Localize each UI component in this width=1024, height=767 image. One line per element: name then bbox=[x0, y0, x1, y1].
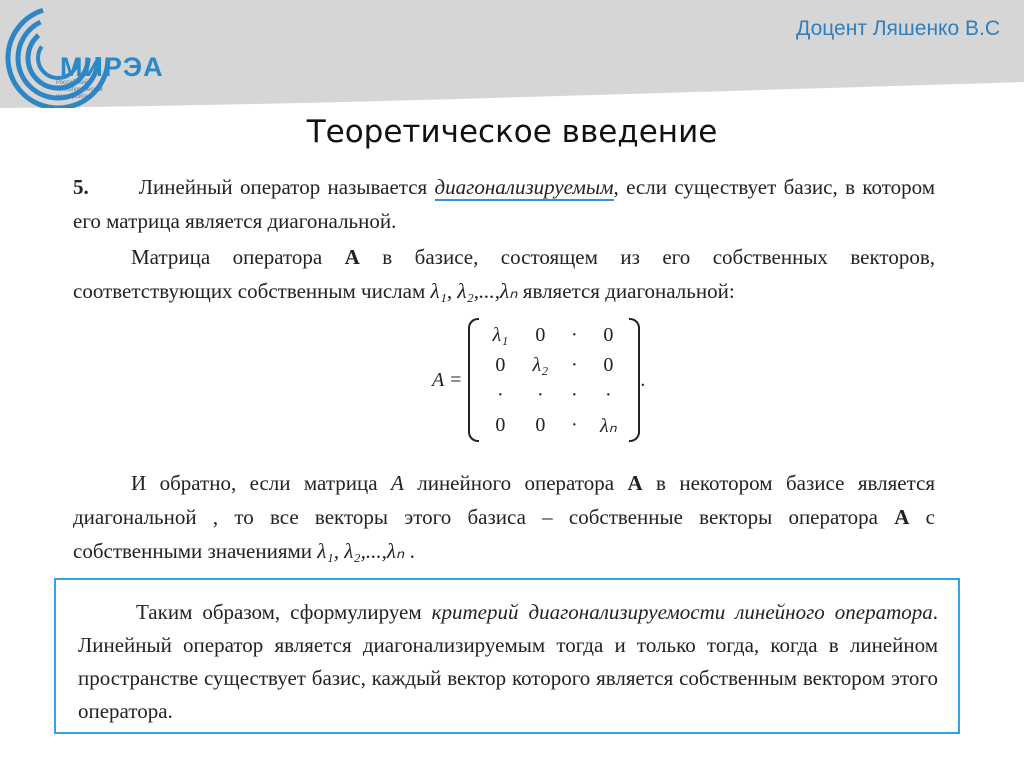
logo-text: МИРЭА bbox=[60, 52, 164, 82]
page-title: Теоретическое введение bbox=[306, 114, 718, 150]
text-fragment: линейного оператора bbox=[403, 471, 628, 495]
text-fragment: Матрица оператора bbox=[131, 245, 345, 269]
matrix-cell: · bbox=[571, 383, 578, 406]
text-fragment: , если существует базис, в котором его матрица является диагональной. bbox=[73, 175, 935, 233]
matrix-cell: 0 bbox=[603, 323, 614, 346]
matrix-lhs: A = bbox=[432, 368, 463, 391]
text-fragment: в некотором базисе является диагональной , то все векторы этого базиса – собственные векторы оператора bbox=[73, 471, 935, 529]
eigenvalues: λ₁, λ₂,...,λₙ bbox=[317, 539, 405, 563]
paragraph-matrix bbox=[73, 240, 935, 308]
text-fragment: Таким образом, сформулируем bbox=[136, 600, 432, 624]
matrix-cell: 0 bbox=[603, 353, 614, 376]
text-fragment: с собственными значениями bbox=[73, 505, 935, 563]
item-number: 5. bbox=[73, 175, 89, 199]
matrix-cell: 0 bbox=[535, 413, 546, 436]
matrix-cell: 0 bbox=[495, 413, 506, 436]
matrix-cell: · bbox=[497, 383, 504, 406]
operator-symbol: A bbox=[627, 471, 643, 495]
header-bar bbox=[0, 0, 1024, 108]
matrix-symbol: A bbox=[390, 471, 404, 495]
matrix-cell: 0 bbox=[495, 353, 506, 376]
text-fragment: Линейный оператор называется bbox=[138, 175, 435, 199]
text-fragment: И обратно, если матрица bbox=[131, 471, 391, 495]
matrix-cell: 0 bbox=[535, 323, 546, 346]
matrix-cell: λ₁ bbox=[492, 323, 509, 346]
mirea-logo bbox=[0, 0, 190, 108]
logo-subtitle: Российский технологический университет bbox=[56, 80, 103, 100]
matrix-cell: · bbox=[537, 383, 544, 406]
text-fragment: является диагональной: bbox=[517, 279, 735, 303]
criterion-box bbox=[54, 578, 960, 734]
matrix-cell: · bbox=[571, 323, 578, 346]
operator-symbol: A bbox=[344, 245, 360, 269]
matrix-cell: λ₂ bbox=[532, 353, 549, 376]
matrix-end: . bbox=[640, 368, 646, 391]
term-diagonalizable: диагонализируемым bbox=[434, 175, 614, 199]
criterion-term: критерий диагонализируемости линейного оператора bbox=[431, 600, 933, 624]
matrix-cell: λₙ bbox=[600, 414, 617, 437]
operator-symbol: A bbox=[894, 505, 910, 529]
paragraph-converse bbox=[73, 466, 935, 568]
matrix-cell: · bbox=[605, 383, 612, 406]
diagonal-matrix bbox=[432, 316, 645, 444]
matrix-cell: · bbox=[571, 353, 578, 376]
matrix-body bbox=[468, 318, 640, 442]
matrix-cell: · bbox=[571, 413, 578, 436]
eigenvalues: λ₁, λ₂,...,λₙ bbox=[430, 279, 518, 303]
author-label: Доцент Ляшенко В.С bbox=[796, 17, 1000, 40]
paragraph-definition bbox=[73, 170, 935, 238]
text-fragment: . bbox=[404, 539, 415, 563]
text-fragment: . Линейный оператор является диагонализируемым тогда и только тогда, когда в линейном пространстве существует базис, каждый вектор которого является собственным вектором этого оператора. bbox=[78, 600, 938, 723]
paragraph-criterion bbox=[78, 596, 938, 728]
text-fragment: в базисе, состоящем из его собственных векторов, соответствующих собственным числам bbox=[73, 245, 935, 303]
